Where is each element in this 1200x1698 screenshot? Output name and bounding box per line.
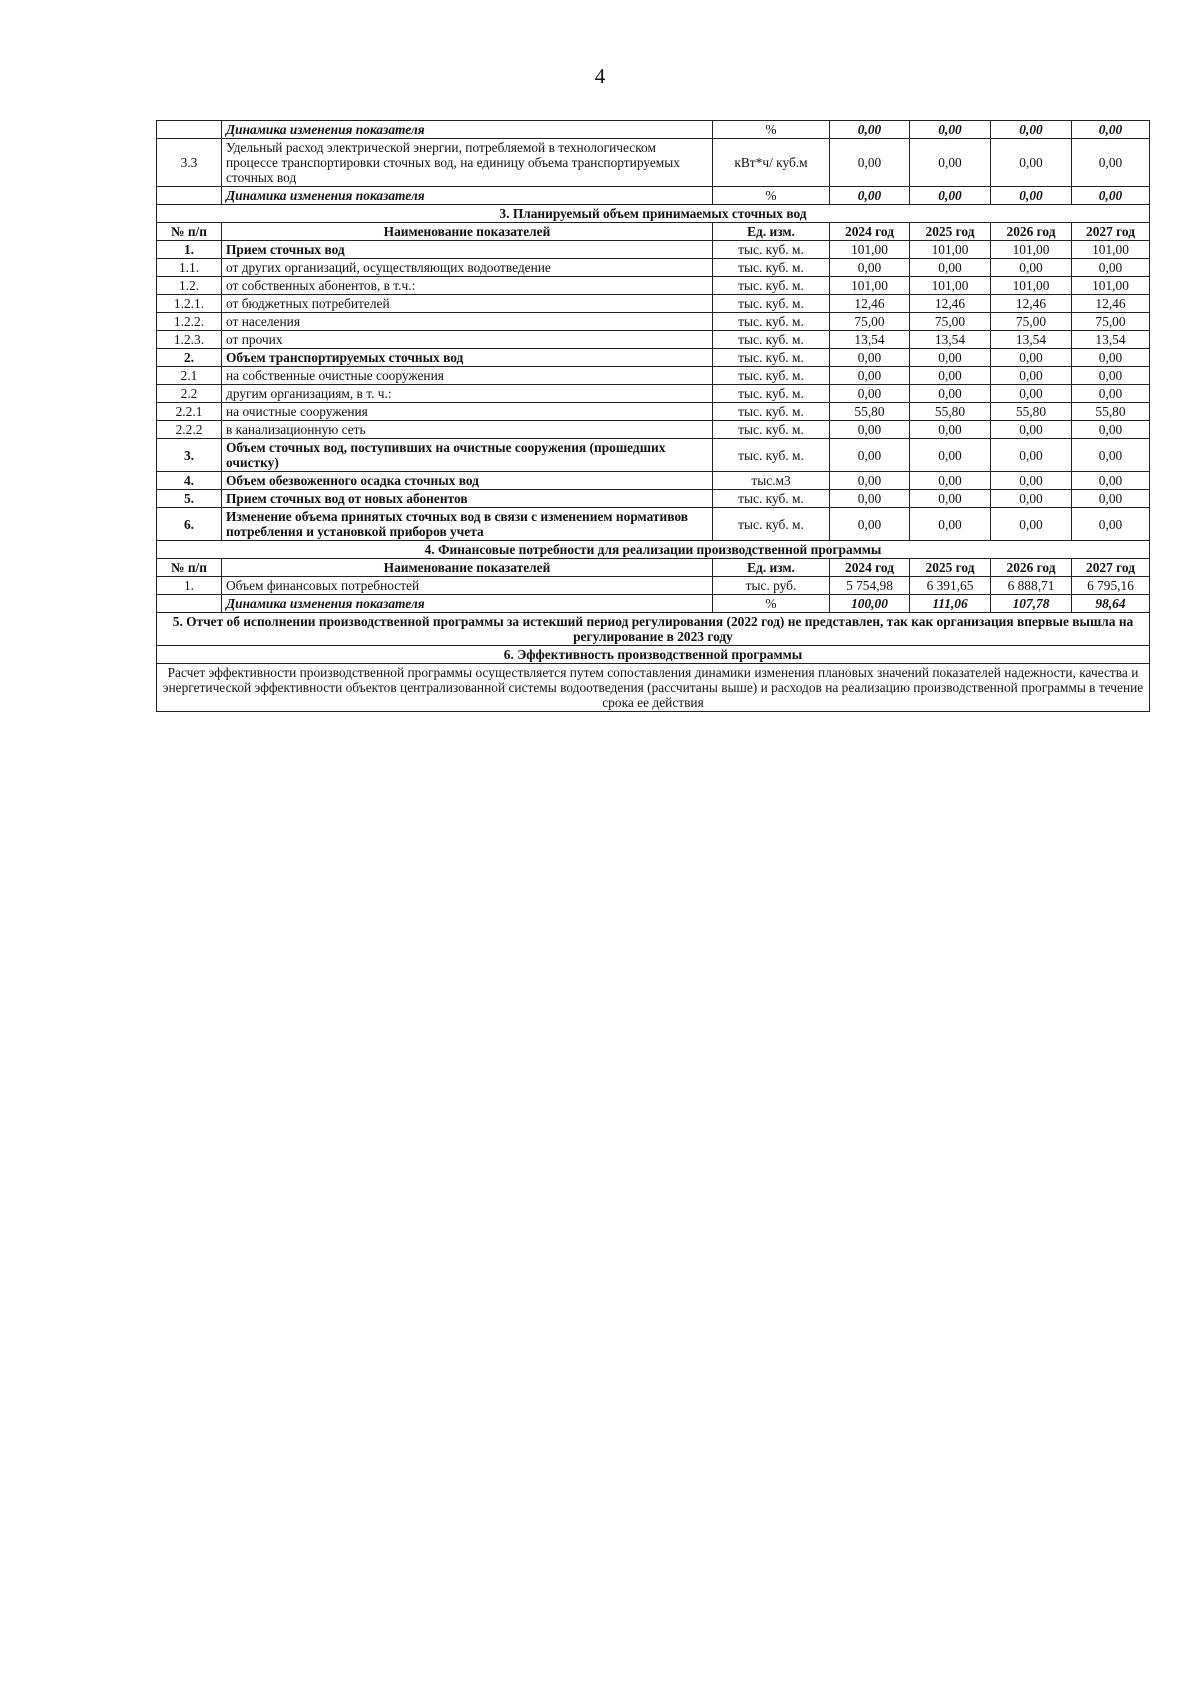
value-cell: 100,00: [830, 595, 910, 613]
value-cell: 0,00: [910, 508, 991, 541]
value-cell: 0,00: [1072, 187, 1150, 205]
section6-text: Расчет эффективности производственной программы осуществляется путем сопоставления динамики изменения плановых значений показателей надежности, качества и энергетической эффективности объектов централизованной системы водоотведения (рассчитаны выше) и расходов на реализацию производственной программы в течение срока ее действия: [157, 664, 1150, 712]
section3-header-body: [157, 223, 1150, 241]
table-row: [157, 403, 1150, 421]
value-cell: 75,00: [830, 313, 910, 331]
row-number: 2.: [157, 349, 222, 367]
indicator-name: Объем обезвоженного осадка сточных вод: [222, 472, 713, 490]
section-title-row: [157, 613, 1150, 646]
indicator-name: Изменение объема принятых сточных вод в связи с изменением нормативов потребления и установкой приборов учета: [222, 508, 713, 541]
table-row: [157, 472, 1150, 490]
page-number: 4: [594, 64, 606, 88]
value-cell: 6 795,16: [1072, 577, 1150, 595]
unit-cell: тыс. куб. м.: [713, 385, 830, 403]
value-cell: 0,00: [830, 490, 910, 508]
table-row: [157, 421, 1150, 439]
indicator-name: от собственных абонентов, в т.ч.:: [222, 277, 713, 295]
section-title-row: [157, 541, 1150, 559]
row-number: 4.: [157, 472, 222, 490]
section3-title: 3. Планируемый объем принимаемых сточных вод: [157, 205, 1150, 223]
value-cell: 98,64: [1072, 595, 1150, 613]
value-cell: 101,00: [991, 241, 1072, 259]
column-header: 2025 год: [910, 559, 991, 577]
value-cell: 0,00: [910, 187, 991, 205]
value-cell: 0,00: [910, 259, 991, 277]
table-row: [157, 367, 1150, 385]
row-number: 2.2.2: [157, 421, 222, 439]
unit-cell: %: [713, 595, 830, 613]
table-header-row: [157, 223, 1150, 241]
value-cell: 0,00: [991, 139, 1072, 187]
table-row: [157, 259, 1150, 277]
row-number: 6.: [157, 508, 222, 541]
row-number: 1.2.1.: [157, 295, 222, 313]
value-cell: 0,00: [991, 385, 1072, 403]
row-number: [157, 121, 222, 139]
unit-cell: тыс. куб. м.: [713, 508, 830, 541]
column-header: 2027 год: [1072, 223, 1150, 241]
indicator-name: Объем финансовых потребностей: [222, 577, 713, 595]
value-cell: 12,46: [830, 295, 910, 313]
value-cell: 0,00: [991, 508, 1072, 541]
section6-text-row: [157, 664, 1150, 712]
value-cell: 12,46: [991, 295, 1072, 313]
row-number: 1.: [157, 577, 222, 595]
table-row: [157, 508, 1150, 541]
value-cell: 101,00: [991, 277, 1072, 295]
column-header: 2024 год: [830, 559, 910, 577]
indicator-name: на очистные сооружения: [222, 403, 713, 421]
unit-cell: тыс. куб. м.: [713, 331, 830, 349]
indicator-name: Удельный расход электрической энергии, потребляемой в технологическом процессе транспортировки сточных вод, на единицу объема транспортируемых сточных вод: [222, 139, 713, 187]
value-cell: 0,00: [991, 490, 1072, 508]
value-cell: 55,80: [991, 403, 1072, 421]
value-cell: 0,00: [910, 367, 991, 385]
value-cell: 0,00: [1072, 259, 1150, 277]
value-cell: 0,00: [830, 139, 910, 187]
indicator-name: от населения: [222, 313, 713, 331]
section4-title-body: [157, 541, 1150, 559]
column-header: Ед. изм.: [713, 559, 830, 577]
value-cell: 0,00: [991, 259, 1072, 277]
value-cell: 13,54: [910, 331, 991, 349]
indicator-name: от других организаций, осуществляющих водоотведение: [222, 259, 713, 277]
value-cell: 0,00: [1072, 421, 1150, 439]
column-header: № п/п: [157, 559, 222, 577]
section3-title-body: [157, 205, 1150, 223]
table-header-row: [157, 559, 1150, 577]
unit-cell: тыс. куб. м.: [713, 277, 830, 295]
value-cell: 0,00: [1072, 472, 1150, 490]
column-header: Наименование показателей: [222, 223, 713, 241]
row-number: 3.: [157, 439, 222, 472]
value-cell: 0,00: [991, 187, 1072, 205]
table-row: [157, 331, 1150, 349]
value-cell: 0,00: [910, 349, 991, 367]
unit-cell: тыс. куб. м.: [713, 241, 830, 259]
value-cell: 0,00: [991, 439, 1072, 472]
row-number: 2.1: [157, 367, 222, 385]
value-cell: 0,00: [830, 508, 910, 541]
indicator-name: от бюджетных потребителей: [222, 295, 713, 313]
value-cell: 13,54: [1072, 331, 1150, 349]
value-cell: 0,00: [1072, 439, 1150, 472]
indicator-name: Прием сточных вод: [222, 241, 713, 259]
value-cell: 0,00: [991, 421, 1072, 439]
value-cell: 0,00: [830, 121, 910, 139]
value-cell: 0,00: [1072, 508, 1150, 541]
section-title-row: [157, 646, 1150, 664]
value-cell: 0,00: [910, 439, 991, 472]
row-number: 2.2: [157, 385, 222, 403]
unit-cell: тыс. куб. м.: [713, 439, 830, 472]
column-header: № п/п: [157, 223, 222, 241]
value-cell: 0,00: [830, 367, 910, 385]
table-row: [157, 439, 1150, 472]
unit-cell: тыс. куб. м.: [713, 259, 830, 277]
column-header: 2026 год: [991, 559, 1072, 577]
section6-body: [157, 646, 1150, 712]
table-row: [157, 595, 1150, 613]
row-number: 3.3: [157, 139, 222, 187]
table-row: [157, 121, 1150, 139]
table-row: [157, 295, 1150, 313]
column-header: Наименование показателей: [222, 559, 713, 577]
program-table: [156, 120, 1150, 712]
table-row: [157, 490, 1150, 508]
row-number: 1.: [157, 241, 222, 259]
value-cell: 0,00: [910, 139, 991, 187]
value-cell: 0,00: [830, 421, 910, 439]
value-cell: 0,00: [1072, 349, 1150, 367]
indicator-name: в канализационную сеть: [222, 421, 713, 439]
unit-cell: тыс. куб. м.: [713, 367, 830, 385]
table-row: [157, 139, 1150, 187]
table-row: [157, 241, 1150, 259]
table-row: [157, 385, 1150, 403]
value-cell: 0,00: [830, 385, 910, 403]
table-row: [157, 577, 1150, 595]
value-cell: 0,00: [830, 439, 910, 472]
indicator-name: Динамика изменения показателя: [222, 595, 713, 613]
value-cell: 75,00: [1072, 313, 1150, 331]
value-cell: 0,00: [1072, 367, 1150, 385]
unit-cell: тыс. куб. м.: [713, 313, 830, 331]
unit-cell: тыс.м3: [713, 472, 830, 490]
unit-cell: кВт*ч/ куб.м: [713, 139, 830, 187]
value-cell: 111,06: [910, 595, 991, 613]
column-header: 2027 год: [1072, 559, 1150, 577]
value-cell: 0,00: [910, 421, 991, 439]
value-cell: 101,00: [1072, 277, 1150, 295]
row-number: 1.2.: [157, 277, 222, 295]
value-cell: 0,00: [1072, 490, 1150, 508]
value-cell: 101,00: [830, 277, 910, 295]
section4-header-body: [157, 559, 1150, 577]
row-number: 5.: [157, 490, 222, 508]
value-cell: 55,80: [910, 403, 991, 421]
indicator-name: Объем сточных вод, поступивших на очистные сооружения (прошедших очистку): [222, 439, 713, 472]
value-cell: 0,00: [910, 121, 991, 139]
table-row: [157, 349, 1150, 367]
indicator-name: Динамика изменения показателя: [222, 121, 713, 139]
value-cell: 12,46: [1072, 295, 1150, 313]
unit-cell: %: [713, 121, 830, 139]
value-cell: 0,00: [991, 349, 1072, 367]
value-cell: 0,00: [830, 259, 910, 277]
value-cell: 0,00: [910, 490, 991, 508]
value-cell: 6 888,71: [991, 577, 1072, 595]
row-number: 1.1.: [157, 259, 222, 277]
unit-cell: тыс. куб. м.: [713, 490, 830, 508]
value-cell: 6 391,65: [910, 577, 991, 595]
row-number: 2.2.1: [157, 403, 222, 421]
column-header: Ед. изм.: [713, 223, 830, 241]
section6-title: 6. Эффективность производственной программы: [157, 646, 1150, 664]
value-cell: 12,46: [910, 295, 991, 313]
value-cell: 5 754,98: [830, 577, 910, 595]
value-cell: 0,00: [1072, 139, 1150, 187]
value-cell: 75,00: [991, 313, 1072, 331]
row-number: [157, 187, 222, 205]
value-cell: 0,00: [1072, 385, 1150, 403]
value-cell: 55,80: [1072, 403, 1150, 421]
indicator-name: другим организациям, в т. ч.:: [222, 385, 713, 403]
value-cell: 0,00: [991, 472, 1072, 490]
column-header: 2024 год: [830, 223, 910, 241]
section4-title: 4. Финансовые потребности для реализации производственной программы: [157, 541, 1150, 559]
value-cell: 0,00: [830, 187, 910, 205]
value-cell: 0,00: [1072, 121, 1150, 139]
unit-cell: тыс. куб. м.: [713, 349, 830, 367]
section5-body: [157, 613, 1150, 646]
column-header: 2025 год: [910, 223, 991, 241]
table-row: [157, 313, 1150, 331]
indicator-name: от прочих: [222, 331, 713, 349]
section4-body: [157, 577, 1150, 613]
unit-cell: %: [713, 187, 830, 205]
section-top-body: [157, 121, 1150, 205]
unit-cell: тыс. куб. м.: [713, 403, 830, 421]
value-cell: 0,00: [830, 472, 910, 490]
value-cell: 75,00: [910, 313, 991, 331]
value-cell: 101,00: [910, 277, 991, 295]
row-number: 1.2.3.: [157, 331, 222, 349]
value-cell: 101,00: [830, 241, 910, 259]
unit-cell: тыс. куб. м.: [713, 421, 830, 439]
table-row: [157, 187, 1150, 205]
value-cell: 13,54: [830, 331, 910, 349]
row-number: [157, 595, 222, 613]
value-cell: 0,00: [991, 121, 1072, 139]
value-cell: 13,54: [991, 331, 1072, 349]
table-row: [157, 277, 1150, 295]
unit-cell: тыс. куб. м.: [713, 295, 830, 313]
section5-title: 5. Отчет об исполнении производственной программы за истекший период регулирования (2022 год) не представлен, так как организация впервые вышла на регулирование в 2023 году: [157, 613, 1150, 646]
row-number: 1.2.2.: [157, 313, 222, 331]
section3-body: [157, 241, 1150, 541]
value-cell: 101,00: [910, 241, 991, 259]
indicator-name: на собственные очистные сооружения: [222, 367, 713, 385]
value-cell: 0,00: [910, 472, 991, 490]
value-cell: 0,00: [910, 385, 991, 403]
section-title-row: [157, 205, 1150, 223]
unit-cell: тыс. руб.: [713, 577, 830, 595]
column-header: 2026 год: [991, 223, 1072, 241]
value-cell: 101,00: [1072, 241, 1150, 259]
indicator-name: Динамика изменения показателя: [222, 187, 713, 205]
indicator-name: Прием сточных вод от новых абонентов: [222, 490, 713, 508]
value-cell: 55,80: [830, 403, 910, 421]
value-cell: 107,78: [991, 595, 1072, 613]
value-cell: 0,00: [830, 349, 910, 367]
indicator-name: Объем транспортируемых сточных вод: [222, 349, 713, 367]
value-cell: 0,00: [991, 367, 1072, 385]
